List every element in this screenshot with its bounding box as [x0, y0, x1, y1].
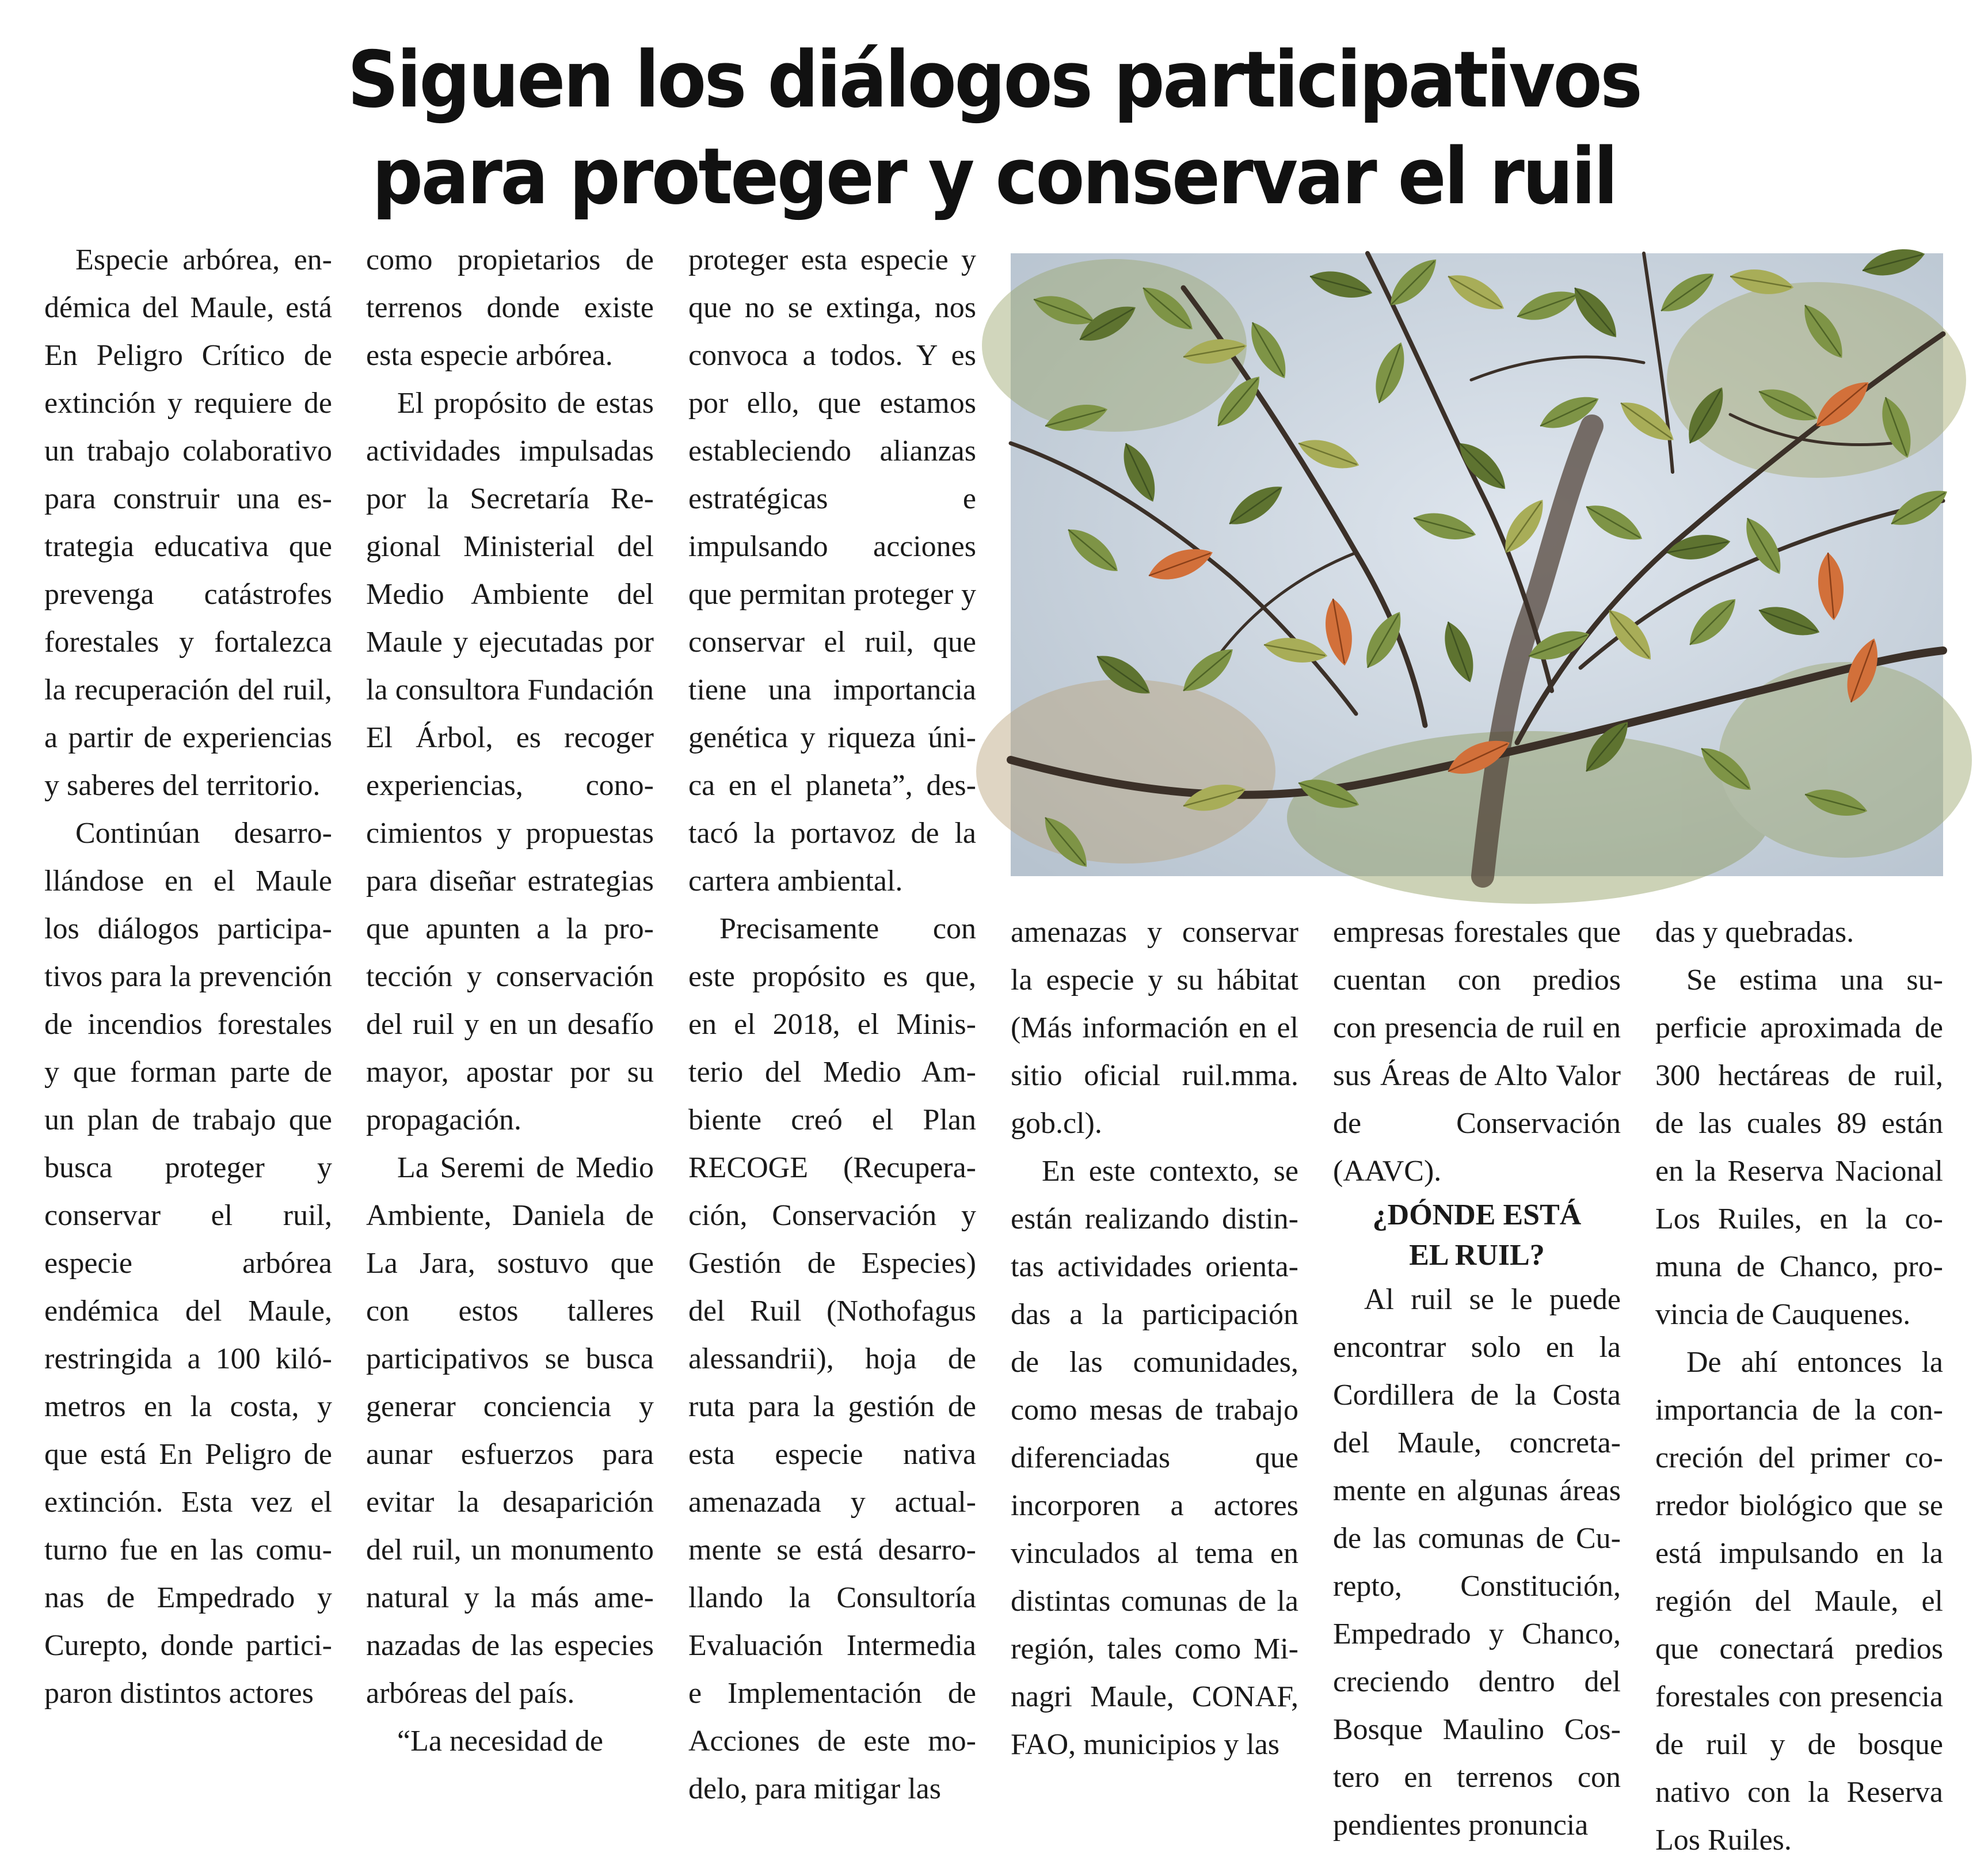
- subheading: [1333, 1195, 1621, 1276]
- paragraph: Se estima una superficie aproximada de 300 hectáreas de ruil, de las cuales 89 están en la Reserva Nacional Los Ruiles, en la comuna de Chanco, provincia de Cauquenes.: [1655, 964, 1943, 1331]
- paragraph: Al ruil se le puede encontrar solo en la Cordillera de la Costa del Maule, concretamente en algunas áreas de las comunas de Curepto, Constitución, Empedrado y Chanco, creciendo dentro del Bosque Maulino Costero en terrenos con pendientes pronuncia: [1333, 1283, 1621, 1842]
- subheading-line-2: EL RUIL?: [1409, 1239, 1545, 1272]
- ruil-tree-photo: [1011, 253, 1943, 876]
- headline: [79, 32, 1909, 225]
- headline-line-1: Siguen los diálogos participativos: [347, 35, 1641, 125]
- paragraph: empresas forestales que cuentan con predios con presencia de ruil en sus Áreas de Alto Valor de Conservación (AAVC).: [1333, 916, 1621, 1188]
- paragraph: En este contexto, se están realizando distintas actividades orientadas a la participación de las comunidades, como mesas de trabajo diferenciadas que incorporen a actores vinculados al tema en distintas comunas de la región, tales como Minagri Maule, CONAF, FAO, municipios y las: [1011, 1155, 1298, 1761]
- ruil-tree-branches-icon: [1011, 253, 1943, 876]
- paragraph: Especie arbórea, endémica del Maule, está En Peligro Crítico de extinción y requiere de un trabajo colaborativo para construir una estrategia educativa que prevenga catástrofes forestales y fortalezca la recuperación del ruil, a partir de experiencias y saberes del territorio.: [44, 244, 332, 802]
- paragraph: Precisamente con este propósito es que, en el 2018, el Ministerio del Medio Ambiente creó el Plan RECOGE (Recuperación, Conservación y Gestión de Especies) del Ruil (Nothofagus alessandrii), hoja de ruta para la gestión de esta especie nativa amenazada y actualmente se está desarrollando la Consultoría Evaluación Intermedia e Implementación de Acciones de este modelo, para mitigar las: [688, 912, 976, 1805]
- text-column-2: [366, 236, 654, 1762]
- text-column-4: [1011, 908, 1298, 1760]
- paragraph: amenazas y conservar la especie y su hábitat (Más información en el sitio oficial ruil.mma. gob.cl).: [1011, 916, 1298, 1140]
- headline-line-2: para proteger y conservar el ruil: [372, 131, 1616, 222]
- paragraph: Continúan desarrollándose en el Maule los diálogos participativos para la prevención de incendios forestales y que forman parte de un plan de trabajo que busca proteger y conservar el ruil, especie arbórea endémica del Maule, restringida a 100 kilómetros en la costa, y que está En Peligro de extinción. Esta vez el turno fue en las comunas de Empedrado y Curepto, donde participaron distintos actores: [44, 817, 332, 1710]
- text-column-3: [688, 236, 976, 1805]
- paragraph: La Seremi de Medio Ambiente, Daniela de La Jara, sostuvo que con estos talleres participativos se busca generar conciencia y aunar esfuerzos para evitar la desaparición del ruil, un monumento natural y la más amenazadas de las especies arbóreas del país.: [366, 1151, 654, 1710]
- text-column-1: [44, 236, 332, 1762]
- paragraph: das y quebradas.: [1655, 916, 1854, 949]
- paragraph: proteger esta especie y que no se extinga, nos convoca a todos. Y es por ello, que estamos estableciendo alianzas estratégicas e impulsando acciones que permitan proteger y conservar el ruil, que tiene una importancia genética y riqueza única en el planeta”, destacó la portavoz de la cartera ambiental.: [688, 244, 976, 897]
- paragraph: “La necesidad de: [397, 1725, 604, 1758]
- paragraph: como propietarios de terrenos donde existe esta especie arbórea.: [366, 244, 654, 372]
- subheading-line-1: ¿DÓNDE ESTÁ: [1372, 1199, 1582, 1231]
- text-column-5: [1333, 908, 1621, 1842]
- text-column-6: [1655, 908, 1943, 1857]
- paragraph: El propósito de estas actividades impulsadas por la Secretaría Regional Ministerial del Medio Ambiente del Maule y ejecutadas por la consultora Fundación El Árbol, es recoger experiencias, conocimientos y propuestas para diseñar estrategias que apunten a la protección y conservación del ruil y en un desafío mayor, apostar por su propagación.: [366, 387, 654, 1136]
- paragraph: De ahí entonces la importancia de la concreción del primer corredor biológico que se está impulsando en la región del Maule, el que conectará predios forestales con presencia de ruil y de bosque nativo con la Reserva Los Ruiles.: [1655, 1346, 1943, 1857]
